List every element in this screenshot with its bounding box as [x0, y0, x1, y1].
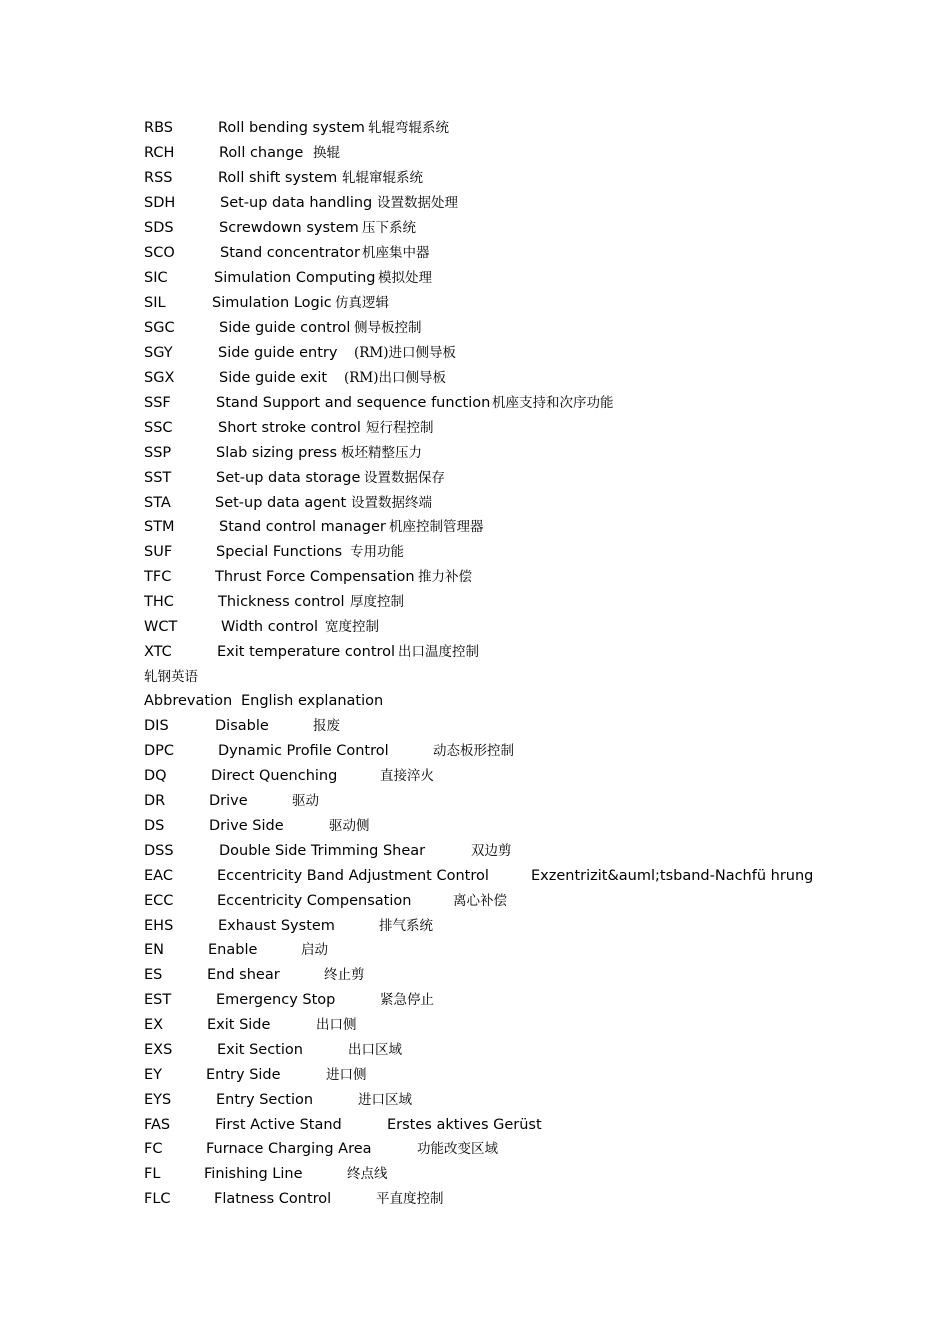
chinese-term: 紧急停止 — [380, 992, 434, 1008]
english-term: Dynamic Profile Control — [218, 743, 389, 759]
abbreviation: EST — [144, 992, 172, 1008]
abbreviation: SSF — [144, 395, 171, 411]
abbreviation: SSP — [144, 445, 172, 461]
german-term: Exzentrizit&auml;tsband-Nachfü hrung — [531, 868, 814, 884]
glossary-row — [144, 1088, 412, 1112]
abbreviation: DIS — [144, 718, 169, 734]
glossary-row — [144, 938, 328, 962]
chinese-term: 出口区域 — [348, 1042, 402, 1058]
glossary-row — [144, 839, 512, 863]
chinese-term: 启动 — [301, 942, 328, 958]
abbreviation: EXS — [144, 1042, 173, 1058]
english-term: Screwdown system — [219, 220, 359, 236]
abbreviation: ES — [144, 967, 163, 983]
abbreviation: FAS — [144, 1117, 171, 1133]
abbreviation: THC — [144, 594, 174, 610]
chinese-term: 直接淬火 — [380, 768, 434, 784]
chinese-term: 板坯精整压力 — [341, 445, 422, 461]
chinese-term: 功能改变区域 — [417, 1141, 498, 1157]
chinese-term: 宽度控制 — [325, 619, 379, 635]
english-term: Set-up data agent — [215, 495, 347, 511]
chinese-term: 排气系统 — [379, 918, 433, 934]
glossary-row — [144, 341, 457, 365]
abbreviation: SSC — [144, 420, 173, 436]
english-term: Width control — [221, 619, 318, 635]
glossary-row — [144, 1162, 388, 1186]
english-term: Exit temperature control — [217, 644, 396, 660]
glossary-row — [144, 590, 404, 614]
chinese-term: 双边剪 — [471, 843, 512, 859]
english-term: Set-up data storage — [216, 470, 361, 486]
glossary-row — [144, 739, 514, 763]
glossary-row — [144, 640, 479, 664]
glossary-row — [144, 714, 340, 738]
chinese-term: (RM)出口侧导板 — [344, 370, 447, 386]
chinese-term: 设置数据终端 — [351, 495, 432, 511]
chinese-term: 换辊 — [313, 145, 340, 161]
chinese-term: 出口侧 — [316, 1017, 357, 1033]
abbreviation: FLC — [144, 1191, 171, 1207]
chinese-term: 平直度控制 — [376, 1191, 444, 1207]
english-term: Entry Side — [206, 1067, 281, 1083]
glossary-row — [144, 466, 445, 490]
english-term: Double Side Trimming Shear — [219, 843, 426, 859]
abbreviation: STA — [144, 495, 171, 511]
chinese-term: 进口区域 — [358, 1092, 412, 1108]
abbreviation: DR — [144, 793, 166, 809]
abbreviation: SDS — [144, 220, 174, 236]
section-heading-row — [144, 665, 198, 689]
chinese-term: 机座集中器 — [362, 245, 430, 261]
glossary-row — [144, 963, 365, 987]
abbreviation: RCH — [144, 145, 175, 161]
abbreviation: DPC — [144, 743, 175, 759]
glossary-row — [144, 789, 319, 813]
abbreviation: EAC — [144, 868, 173, 884]
glossary-row — [144, 216, 416, 240]
english-term: Direct Quenching — [211, 768, 338, 784]
english-term: Furnace Charging Area — [206, 1141, 372, 1157]
english-term: Stand Support and sequence function — [216, 395, 491, 411]
glossary-row — [144, 1113, 542, 1137]
english-term: Side guide entry — [218, 345, 338, 361]
english-term: Entry Section — [216, 1092, 314, 1108]
english-term: Simulation Computing — [214, 270, 376, 286]
english-term: Side guide exit — [219, 370, 328, 386]
glossary-row — [144, 491, 432, 515]
german-term: Erstes aktives Gerüst — [387, 1117, 542, 1133]
abbreviation: SUF — [144, 544, 173, 560]
glossary-row — [144, 316, 422, 340]
abbreviation: SIL — [144, 295, 166, 311]
glossary-row — [144, 764, 434, 788]
abbreviation: RSS — [144, 170, 173, 186]
english-term: Flatness Control — [214, 1191, 332, 1207]
english-term: Special Functions — [216, 544, 343, 560]
abbreviation: FC — [144, 1141, 163, 1157]
abbreviation: SDH — [144, 195, 176, 211]
english-term: Stand concentrator — [220, 245, 360, 261]
english-term: Finishing Line — [204, 1166, 303, 1182]
english-term: Slab sizing press — [216, 445, 338, 461]
glossary-row — [144, 515, 484, 539]
abbreviation: SCO — [144, 245, 175, 261]
english-term: Exhaust System — [218, 918, 335, 934]
chinese-term: 短行程控制 — [366, 420, 434, 436]
abbreviation: EY — [144, 1067, 163, 1083]
english-term: Set-up data handling — [220, 195, 373, 211]
english-term: Exit Side — [207, 1017, 271, 1033]
glossary-row — [144, 1187, 444, 1211]
glossary-row — [144, 1038, 402, 1062]
english-term: Thrust Force Compensation — [215, 569, 415, 585]
english-term: Drive Side — [209, 818, 284, 834]
abbreviation: SGX — [144, 370, 175, 386]
english-term: Side guide control — [219, 320, 351, 336]
glossary-row — [144, 1063, 367, 1087]
abbreviation: DSS — [144, 843, 174, 859]
english-term: Roll change — [219, 145, 304, 161]
chinese-term: 驱动 — [292, 793, 319, 809]
section-heading: 轧钢英语 — [144, 669, 198, 685]
column-header-row — [144, 689, 384, 713]
glossary-row — [144, 814, 370, 838]
english-term: Roll shift system — [218, 170, 338, 186]
chinese-term: 推力补偿 — [418, 569, 472, 585]
glossary-row — [144, 988, 434, 1012]
header-explanation: English explanation — [241, 693, 384, 709]
glossary-row — [144, 141, 340, 165]
english-term: Enable — [208, 942, 258, 958]
abbreviation: EYS — [144, 1092, 172, 1108]
abbreviation: DS — [144, 818, 165, 834]
glossary-row — [144, 116, 449, 140]
chinese-term: 压下系统 — [362, 220, 416, 236]
abbreviation: SIC — [144, 270, 168, 286]
abbreviation: WCT — [144, 619, 178, 635]
english-term: Simulation Logic — [212, 295, 332, 311]
chinese-term: 离心补偿 — [453, 893, 507, 909]
chinese-term: 终止剪 — [324, 967, 365, 983]
glossary-row — [144, 1013, 357, 1037]
chinese-term: 机座控制管理器 — [389, 519, 484, 535]
english-term: Disable — [215, 718, 269, 734]
glossary-row — [144, 241, 430, 265]
glossary-row — [144, 441, 422, 465]
glossary-row — [144, 615, 379, 639]
english-term: Eccentricity Compensation — [217, 893, 412, 909]
glossary-row — [144, 391, 614, 415]
glossary-row — [144, 191, 458, 215]
glossary-row — [144, 1137, 498, 1161]
chinese-term: (RM)进口侧导板 — [354, 345, 457, 361]
chinese-term: 设置数据处理 — [377, 195, 458, 211]
chinese-term: 侧导板控制 — [354, 320, 422, 336]
abbreviation: SGC — [144, 320, 175, 336]
english-term: First Active Stand — [215, 1117, 342, 1133]
glossary-row — [144, 266, 432, 290]
abbreviation: DQ — [144, 768, 167, 784]
chinese-term: 进口侧 — [326, 1067, 367, 1083]
english-term: Roll bending system — [218, 120, 365, 136]
abbreviation: EX — [144, 1017, 164, 1033]
glossary-row — [144, 914, 433, 938]
glossary-row — [144, 889, 507, 913]
chinese-term: 终点线 — [347, 1166, 388, 1182]
glossary-row — [144, 366, 447, 390]
abbreviation: RBS — [144, 120, 173, 136]
glossary-row — [144, 291, 389, 315]
glossary-row — [144, 565, 472, 589]
abbreviation: EN — [144, 942, 165, 958]
chinese-term: 专用功能 — [350, 544, 404, 560]
english-term: Drive — [209, 793, 248, 809]
chinese-term: 轧辊窜辊系统 — [342, 170, 423, 186]
abbreviation: XTC — [144, 644, 172, 660]
glossary-row — [144, 864, 814, 888]
chinese-term: 仿真逻辑 — [335, 295, 389, 311]
chinese-term: 模拟处理 — [378, 270, 432, 286]
glossary-row — [144, 166, 423, 190]
chinese-term: 轧辊弯辊系统 — [368, 120, 449, 136]
english-term: Short stroke control — [218, 420, 361, 436]
abbreviation: STM — [144, 519, 175, 535]
abbreviation: ECC — [144, 893, 174, 909]
english-term: Emergency Stop — [216, 992, 336, 1008]
english-term: Thickness control — [218, 594, 345, 610]
english-term: Eccentricity Band Adjustment Control — [217, 868, 489, 884]
chinese-term: 机座支持和次序功能 — [492, 395, 614, 411]
chinese-term: 报废 — [313, 718, 340, 734]
abbreviation: SGY — [144, 345, 173, 361]
abbreviation: EHS — [144, 918, 174, 934]
glossary-row — [144, 416, 434, 440]
english-term: Stand control manager — [219, 519, 386, 535]
abbreviation: FL — [144, 1166, 161, 1182]
english-term: Exit Section — [217, 1042, 303, 1058]
glossary-row — [144, 540, 404, 564]
header-abbreviation: Abbrevation — [144, 693, 233, 709]
chinese-term: 出口温度控制 — [398, 644, 479, 660]
chinese-term: 厚度控制 — [350, 594, 404, 610]
chinese-term: 设置数据保存 — [364, 470, 445, 486]
chinese-term: 驱动侧 — [329, 818, 370, 834]
abbreviation: TFC — [144, 569, 172, 585]
chinese-term: 动态板形控制 — [433, 743, 514, 759]
english-term: End shear — [207, 967, 280, 983]
abbreviation: SST — [144, 470, 172, 486]
